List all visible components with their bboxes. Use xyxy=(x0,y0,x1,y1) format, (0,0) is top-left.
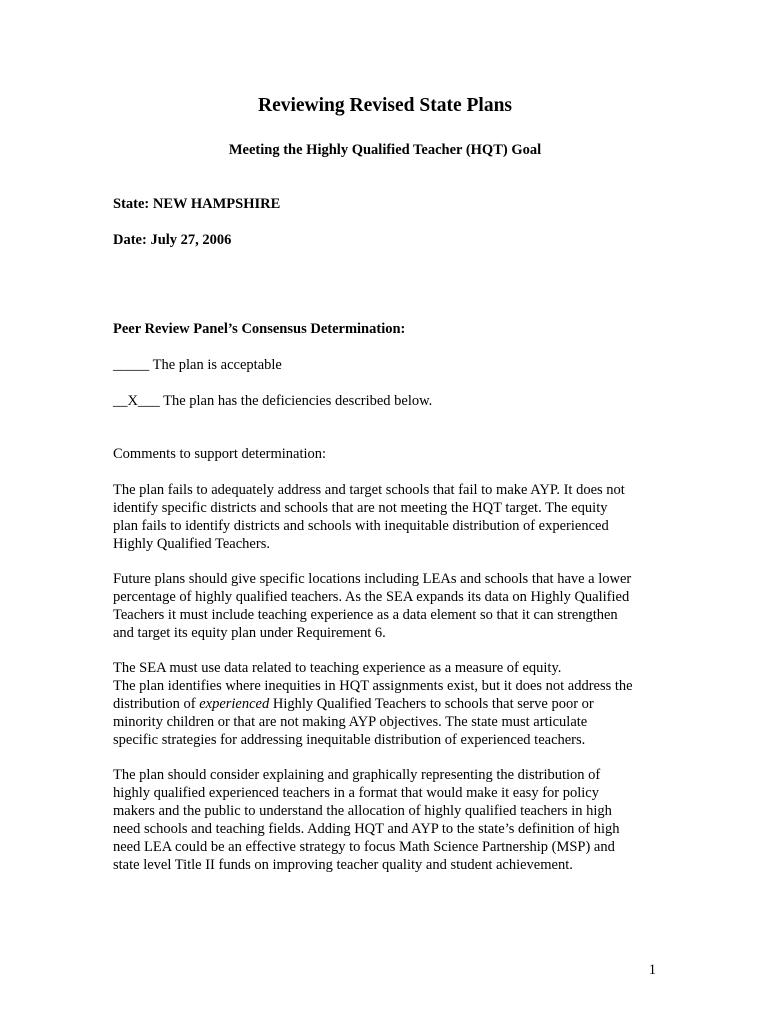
paragraph-line: percentage of highly qualified teachers. As the SEA expands its data on Highly Qualified xyxy=(113,589,630,605)
paragraph-line: specific strategies for addressing inequitable distribution of experienced teachers. xyxy=(113,732,586,748)
date-line: Date: July 27, 2006 xyxy=(113,232,232,248)
paragraph-line: identify specific districts and schools that are not meeting the HQT target. The equity xyxy=(113,500,608,516)
emphasis-text: experienced xyxy=(199,696,270,712)
comment-paragraph-1 xyxy=(113,481,673,553)
paragraph-line: minority children or that are not making AYP objectives. The state must articulate xyxy=(113,714,588,730)
state-line: State: NEW HAMPSHIRE xyxy=(113,196,281,212)
determination-heading: Peer Review Panel’s Consensus Determination: xyxy=(113,321,406,337)
comment-paragraph-2 xyxy=(113,570,673,642)
paragraph-line: Future plans should give specific locations including LEAs and schools that have a lower xyxy=(113,571,632,587)
paragraph-line: The plan identifies where inequities in HQT assignments exist, but it does not address the xyxy=(113,678,633,694)
comments-heading: Comments to support determination: xyxy=(113,446,327,462)
page-number: 1 xyxy=(648,962,656,978)
comment-paragraph-4 xyxy=(113,766,673,874)
paragraph-line: Teachers it must include teaching experience as a data element so that it can strengthen xyxy=(113,607,618,623)
line-text: Highly Qualified Teachers to schools that serve poor or xyxy=(269,696,594,712)
paragraph-line: highly qualified experienced teachers in a format that would make it easy for policy xyxy=(113,785,599,801)
line-text: distribution of xyxy=(113,696,200,712)
paragraph-line: Highly Qualified Teachers. xyxy=(113,536,270,552)
document-subtitle: Meeting the Highly Qualified Teacher (HQT) Goal xyxy=(228,142,542,158)
paragraph-line xyxy=(113,695,673,713)
paragraph-line: plan fails to identify districts and schools with inequitable distribution of experienced xyxy=(113,518,609,534)
paragraph-line: The plan should consider explaining and graphically representing the distribution of xyxy=(113,767,601,783)
comment-paragraph-3 xyxy=(113,659,673,749)
paragraph-line: state level Title II funds on improving teacher quality and student achievement. xyxy=(113,857,573,873)
paragraph-line: need schools and teaching fields. Adding HQT and AYP to the state’s definition of high xyxy=(113,821,620,837)
option-deficient: __X___ The plan has the deficiencies described below. xyxy=(113,393,433,409)
document-title: Reviewing Revised State Plans xyxy=(257,95,513,116)
paragraph-line: The plan fails to adequately address and target schools that fail to make AYP. It does not xyxy=(113,482,625,498)
paragraph-line: The SEA must use data related to teaching experience as a measure of equity. xyxy=(113,660,562,676)
paragraph-line: need LEA could be an effective strategy to focus Math Science Partnership (MSP) and xyxy=(113,839,615,855)
paragraph-line: and target its equity plan under Requirement 6. xyxy=(113,625,386,641)
paragraph-line: makers and the public to understand the allocation of highly qualified teachers in high xyxy=(113,803,612,819)
option-acceptable: _____ The plan is acceptable xyxy=(113,357,282,373)
